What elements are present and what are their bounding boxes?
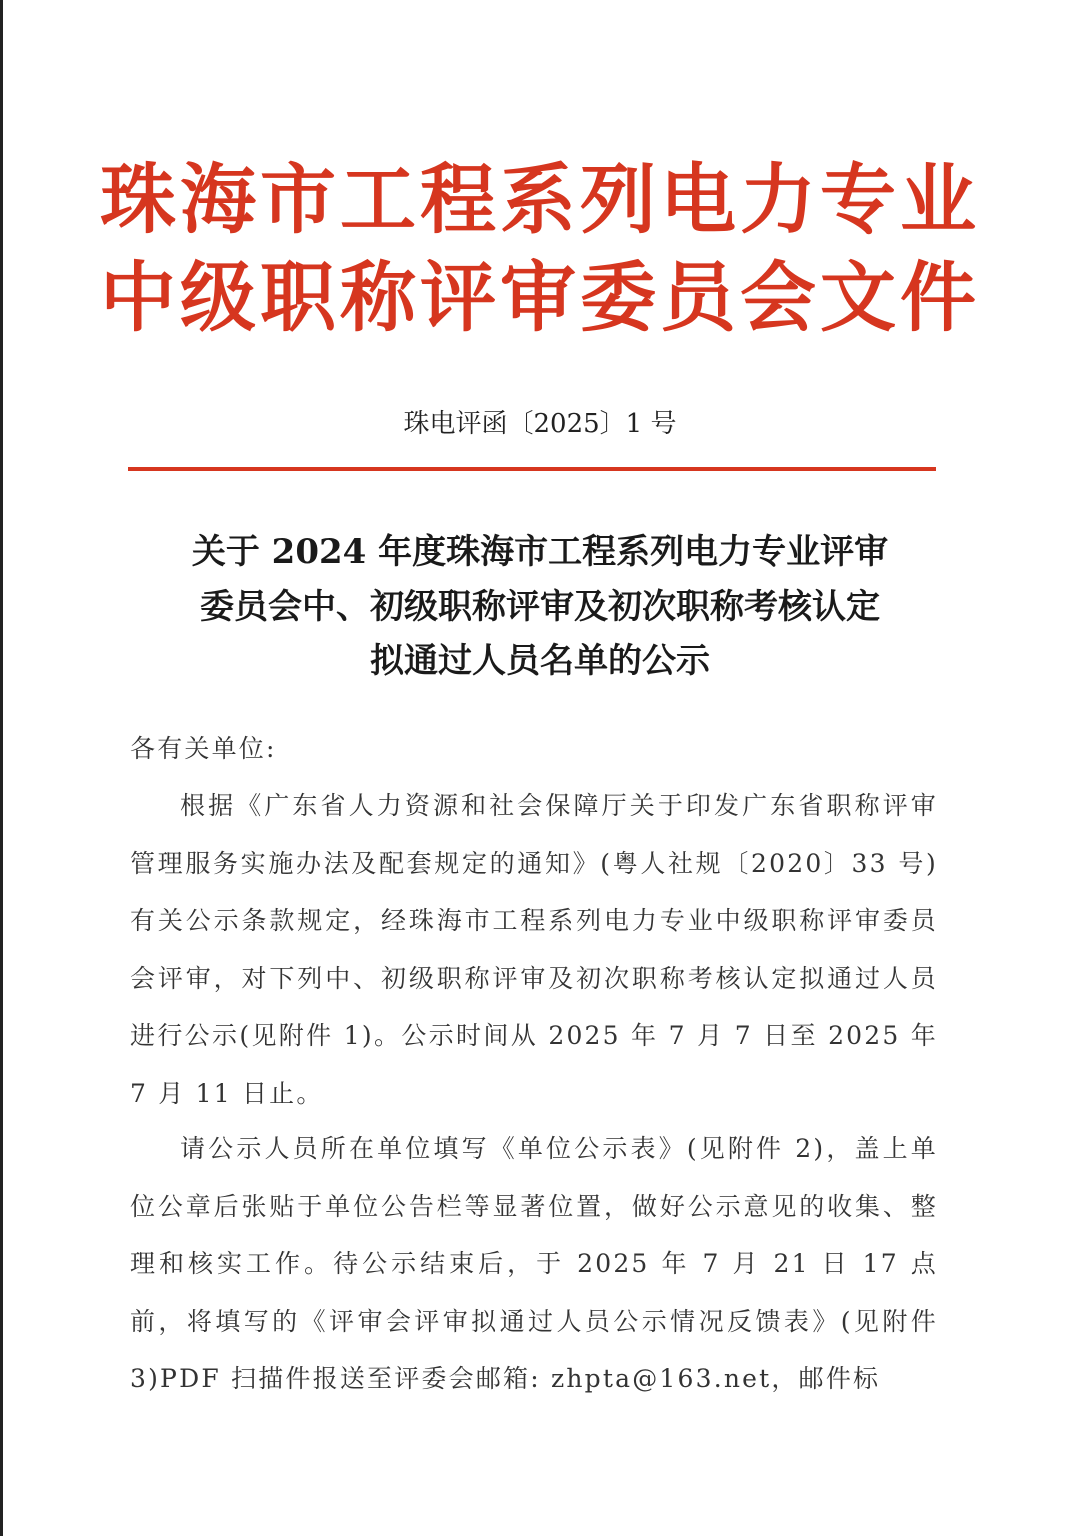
paragraph-1: 根据《广东省人力资源和社会保障厅关于印发广东省职称评审管理服务实施办法及配套规定的通知》(粤人社规〔2020〕33 号)有关公示条款规定，经珠海市工程系列电力专业中级职称评审委员会评审，对下列中、初级职称评审及初次职称考核认定拟通过人员进行公示(见附件 1)。公示时间从 2025 年 7 月 7 日至 2025 年 7 月 11 日止。 [130, 791, 938, 1108]
salutation: 各有关单位: [130, 734, 277, 763]
org-title-line2: 中级职称评审委员会文件 [100, 253, 980, 342]
notice-title-line1: 关于 2024 年度珠海市工程系列电力专业评审 [191, 532, 889, 572]
notice-title-line2: 委员会中、初级职称评审及初次职称考核认定 [200, 587, 880, 627]
org-title-line1: 珠海市工程系列电力专业 [100, 155, 980, 244]
paragraph-2: 请公示人员所在单位填写《单位公示表》(见附件 2)，盖上单位公章后张贴于单位公告栏等显著位置，做好公示意见的收集、整理和核实工作。待公示结束后，于 2025 年 7 月 21 日 17 点前，将填写的《评审会评审拟通过人员公示情况反馈表》(见附件 3)PDF 扫描件报送至评委会邮箱: zhpta@163.net，邮件标 [130, 1134, 938, 1393]
document-number: 珠电评函〔2025〕1 号 [403, 409, 677, 439]
red-divider [128, 467, 936, 471]
notice-title-line3: 拟通过人员名单的公示 [370, 641, 710, 681]
